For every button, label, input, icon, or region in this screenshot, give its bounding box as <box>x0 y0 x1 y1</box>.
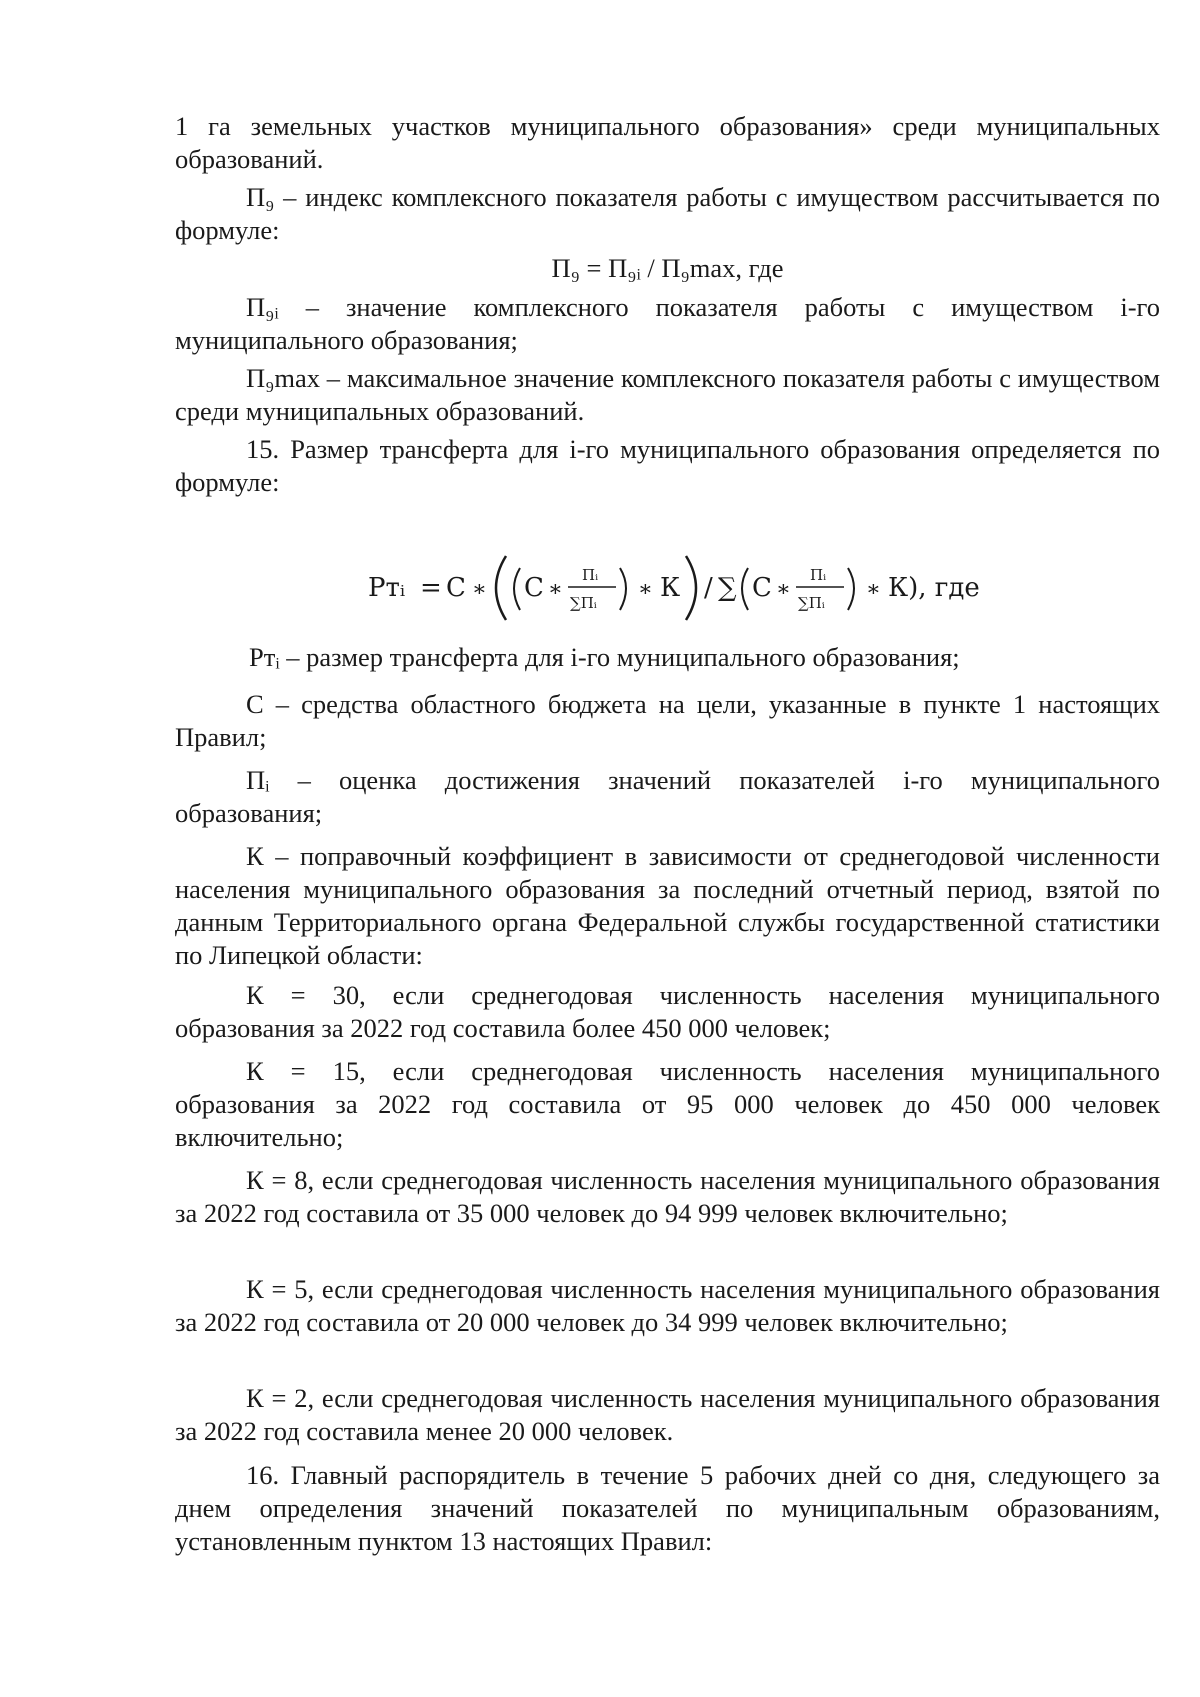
formula-tail: К), где <box>887 573 980 603</box>
big-close-paren <box>686 556 696 620</box>
paragraph-p9-definition: П₉ – индекс комплексного показателя работы с имуществом рассчитывается по формуле: <box>175 182 1160 245</box>
transfer-formula <box>175 548 1160 628</box>
close-paren-2 <box>848 568 854 610</box>
formula-times-1: ∗ <box>471 577 487 602</box>
big-open-paren <box>496 556 506 620</box>
paragraph-p9i-definition: П₉ᵢ – значение комплексного показателя работы с имуществом i-го муниципального образования; <box>175 292 1160 355</box>
fraction-2-denominator: ∑Пᵢ <box>797 594 825 612</box>
formula-p9: П₉ = П₉ᵢ / П₉max, где <box>551 253 784 283</box>
formula-k-1: К <box>659 573 680 603</box>
formula-sigma: ∑ <box>717 573 737 603</box>
paragraph-k-5: К = 5, если среднегодовая численность населения муниципального образования за 2022 год составила от 20 000 человек до 34 999 человек включительно; <box>175 1274 1160 1337</box>
fraction-2-numerator: Пᵢ <box>809 566 826 584</box>
formula-lhs: Ртᵢ <box>367 573 405 603</box>
fraction-1-denominator: ∑Пᵢ <box>569 594 597 612</box>
paragraph-p9max-definition: П₉max – максимальное значение комплексного показателя работы с имуществом среди муниципальных образований. <box>175 363 1160 426</box>
formula-times-3: ∗ <box>637 577 653 602</box>
paragraph-continuation: 1 га земельных участков муниципального образования» среди муниципальных образований. <box>175 111 1160 174</box>
formula-slash: / <box>703 573 713 603</box>
paragraph-rt-definition: Ртᵢ – размер трансферта для i-го муниципального образования; <box>249 642 960 672</box>
paragraph-15: 15. Размер трансферта для i-го муниципального образования определяется по формуле: <box>175 434 1160 497</box>
paragraph-k-15: К = 15, если среднегодовая численность населения муниципального образования за 2022 год составила от 95 000 человек до 450 000 человек включительно; <box>175 1056 1160 1152</box>
formula-times-5: ∗ <box>865 577 881 602</box>
paragraph-k-definition: К – поправочный коэффициент в зависимости от среднегодовой численности населения муниципального образования за последний отчетный период, взятой по данным Территориального органа Федеральной службы государственной статистики по Липецкой области: <box>175 841 1160 970</box>
formula-c-2: С <box>523 573 544 603</box>
formula-times-4: ∗ <box>775 577 791 602</box>
formula-c-1: С <box>445 573 466 603</box>
paragraph-16: 16. Главный распорядитель в течение 5 рабочих дней со дня, следующего за днем определения значений показателей по муниципальным образованиям, установленным пунктом 13 настоящих Правил: <box>175 1460 1160 1556</box>
formula-times-2: ∗ <box>547 577 563 602</box>
formula-c-3: С <box>751 573 772 603</box>
paragraph-k-30: К = 30, если среднегодовая численность населения муниципального образования за 2022 год составила более 450 000 человек; <box>175 980 1160 1043</box>
fraction-1-numerator: Пᵢ <box>581 566 598 584</box>
formula-equals: = <box>419 573 442 603</box>
paragraph-k-8: К = 8, если среднегодовая численность населения муниципального образования за 2022 год составила от 35 000 человек до 94 999 человек включительно; <box>175 1165 1160 1228</box>
open-paren-2 <box>742 568 748 610</box>
open-paren-1 <box>514 568 520 610</box>
paragraph-pi-definition: Пᵢ – оценка достижения значений показателей i-го муниципального образования; <box>175 765 1160 828</box>
paragraph-k-2: К = 2, если среднегодовая численность населения муниципального образования за 2022 год составила менее 20 000 человек. <box>175 1383 1160 1446</box>
paragraph-c-definition: С – средства областного бюджета на цели, указанные в пункте 1 настоящих Правил; <box>175 689 1160 752</box>
close-paren-1 <box>620 568 626 610</box>
